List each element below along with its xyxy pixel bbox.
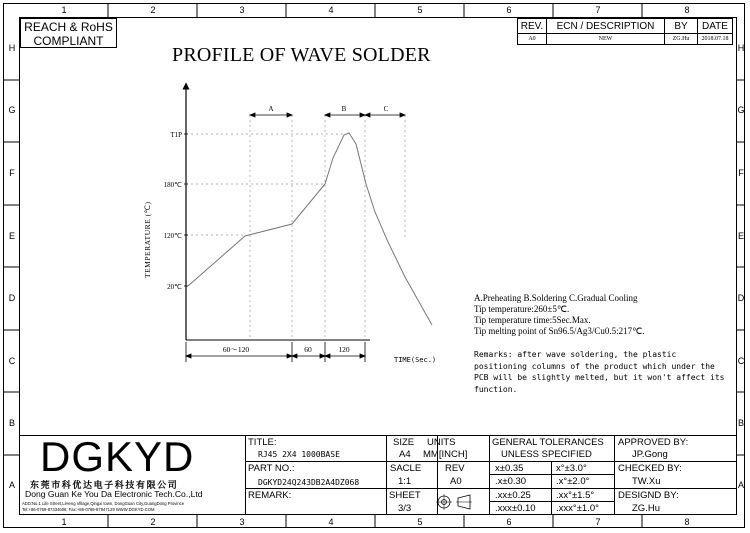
zone-col: 3 <box>239 5 245 15</box>
rev-label: REV <box>445 463 465 474</box>
remarks-text: Remarks: after wave soldering, the plastic positioning columns of the product which under the PCB will be slightly melted, but it won't affect its function. <box>474 350 725 394</box>
scale-value: 1:1 <box>398 476 412 487</box>
units-label: UNITS <box>427 437 456 448</box>
tolerance-title: GENERAL TOLERANCES <box>492 437 604 448</box>
company-address: ADD:No.1 Life Street,LiHeng Village,Qingxi town, DongGuan City,GuangDong Province <box>22 501 185 506</box>
zone-row: G <box>737 105 745 115</box>
zone-row: C <box>8 356 16 366</box>
remark-label: REMARK: <box>248 490 292 501</box>
rev-cell: A0 <box>518 34 547 45</box>
note-line: Tip temperature time:5Sec.Max. <box>474 315 591 325</box>
phase-label-b: B <box>341 105 347 113</box>
zone-col: 6 <box>506 5 512 15</box>
company-name-en: Dong Guan Ke You Da Electronic Tech.Co.,Ltd <box>25 489 203 499</box>
zone-col: 7 <box>595 5 601 15</box>
zone-row: H <box>737 43 745 53</box>
zone-col: 4 <box>328 5 334 15</box>
y-tick-label: T1P <box>170 131 182 139</box>
by-header: BY <box>665 19 698 34</box>
tol-angular: .xx°±1.5° <box>556 490 595 501</box>
y-tick-label: 120℃ <box>163 232 182 240</box>
zone-col: 8 <box>684 517 690 527</box>
zone-row: A <box>8 480 15 490</box>
zone-col: 3 <box>239 517 245 527</box>
time-segment-label: 60～120 <box>222 345 250 354</box>
zone-col: 8 <box>684 5 690 15</box>
phase-label-a: A <box>268 105 274 113</box>
zone-row: A <box>737 480 744 490</box>
tolerance-subtitle: UNLESS SPECIFIED <box>501 449 592 460</box>
zone-row: C <box>737 356 745 366</box>
time-segment-label: 60 <box>304 345 312 354</box>
zone-col: 2 <box>150 517 156 527</box>
zone-col: 1 <box>61 5 67 15</box>
zone-row: F <box>9 168 15 178</box>
zone-row: B <box>8 418 15 428</box>
guide-lines <box>186 115 405 340</box>
zone-row: G <box>8 105 16 115</box>
date-header: DATE <box>698 19 733 34</box>
rev-header: REV. <box>518 19 547 34</box>
compliance-text: REACH & RoHS COMPLIANT <box>24 20 113 48</box>
note-line: A.Preheating B.Soldering C.Gradual Cooling <box>474 293 638 303</box>
sheet-value: 3/3 <box>398 503 412 514</box>
zone-row: B <box>737 418 744 428</box>
company-name-cn: 东莞市科优达电子科技有限公司 <box>30 480 179 490</box>
zone-col: 4 <box>328 517 334 527</box>
checked-value: TW.Xu <box>632 476 661 487</box>
tol-linear: .x±0.30 <box>495 476 527 487</box>
zone-row: E <box>737 231 744 241</box>
size-value: A4 <box>399 449 411 460</box>
y-axis-label: TEMPERATURE (℃) <box>143 201 152 278</box>
phase-label-c: C <box>383 105 389 113</box>
profile-curve <box>188 133 432 325</box>
zone-col: 1 <box>61 517 67 527</box>
approved-label: APPROVED BY: <box>618 437 689 448</box>
designed-value: ZG.Hu <box>632 503 660 514</box>
scale-label: SACLE <box>390 463 422 474</box>
zone-col: 6 <box>506 517 512 527</box>
tol-angular: .x°±2.0° <box>556 476 590 487</box>
phase-dimensions <box>250 113 405 117</box>
tol-linear: .xxx±0.10 <box>495 503 536 514</box>
process-notes <box>474 293 645 337</box>
y-tick-label: 180℃ <box>163 181 182 189</box>
rev-value: A0 <box>450 476 462 487</box>
designed-label: DESIGND BY: <box>618 490 679 501</box>
title-label: TITLE: <box>248 437 277 448</box>
tol-angular: .xxx°±1.0° <box>556 503 599 514</box>
zone-col: 5 <box>417 517 423 527</box>
company-logo: DGKYD <box>40 433 195 480</box>
title-value: RJ45 2X4 1000BASE <box>258 450 340 459</box>
part-label: PART NO.: <box>248 463 295 474</box>
drawing-title: PROFILE OF WAVE SOLDER <box>172 44 431 66</box>
note-line: Tip melting point of Sn96.5/Ag3/Cu0.5:217℃. <box>474 326 645 336</box>
time-segment-label: 120 <box>338 345 350 354</box>
zone-row: F <box>738 168 744 178</box>
zone-col: 7 <box>595 517 601 527</box>
size-label: SIZE <box>393 437 415 448</box>
ecn-header: ECN / DESCRIPTION <box>547 19 665 34</box>
note-line: Tip temperature:260±5℃. <box>474 304 570 314</box>
checked-label: CHECKED BY: <box>618 463 682 474</box>
projection-symbol-icon <box>434 492 474 512</box>
zone-row: E <box>8 231 15 241</box>
by-cell: ZG.Hu <box>665 34 698 45</box>
zone-row: D <box>737 293 745 303</box>
tol-linear: x±0.35 <box>495 463 524 474</box>
sheet-label: SHEET <box>389 490 421 501</box>
part-value: DGKYD24Q243DB2A4DZ068 <box>258 478 360 487</box>
company-contact: Tel:+86-0769-87334606; Fax:+86-0769-87847129 WWW.DGKYD.COM <box>22 507 155 512</box>
ecn-cell: NEW <box>547 34 665 45</box>
y-tick-label: 20℃ <box>167 283 182 291</box>
tol-linear: .xx±0.25 <box>495 490 531 501</box>
x-axis-label: TIME(Sec.) <box>394 356 437 364</box>
tol-angular: x°±3.0° <box>556 463 587 474</box>
zone-row: D <box>8 293 16 303</box>
zone-row: H <box>8 43 16 53</box>
zone-col: 5 <box>417 5 423 15</box>
approved-value: JP.Gong <box>632 449 668 460</box>
date-cell: 2018.07.18 <box>698 34 733 45</box>
zone-col: 2 <box>150 5 156 15</box>
units-value: MM[INCH] <box>423 449 468 460</box>
